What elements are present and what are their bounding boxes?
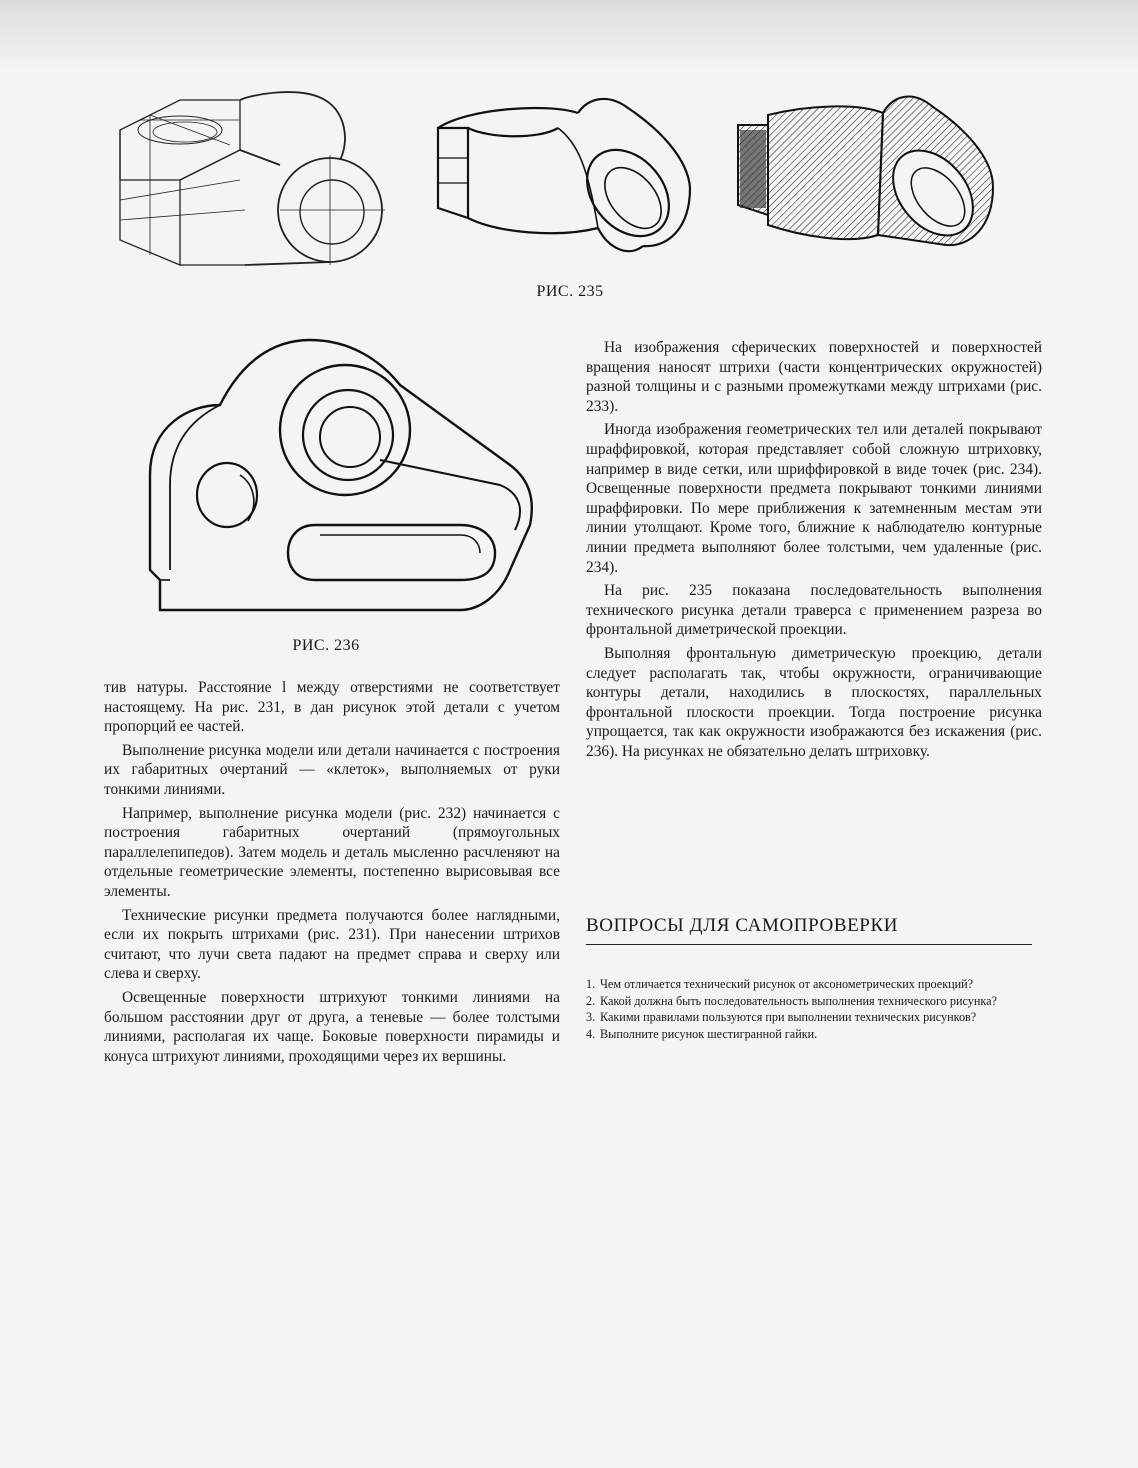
fig235-section-drawing [728,85,1003,265]
paragraph: Освещенные поверхности штрихуют тонкими линиями на большом расстоянии друг от друга, а теневые — более толстыми линиями, располагая их чаще. Боковые поверхности пирамиды и конуса штрихуют линиями, проходящими через их вершины. [104,988,560,1065]
fig236-caption: РИС. 236 [292,637,360,654]
paragraph: На изображения сферических поверхностей и поверхностей вращения наносят штрихи (части концентрических окружностей) разной толщины и с разными промежутками между штрихами (рис. 233). [586,339,1042,415]
fig236-frontal-dimetric-drawing [130,325,550,620]
section-heading: ВОПРОСЫ ДЛЯ САМОПРОВЕРКИ [586,915,899,936]
paragraph: Выполнение рисунка модели или детали начинается с построения их габаритных очертаний — «клеток», выполняемых от руки тонкими линиями. [104,741,560,798]
paragraph: Например, выполнение рисунка модели (рис. 232) начинается с построения габаритных очертаний (прямоугольных параллелепипедов). Затем модель и деталь мысленно расчленяют на отдельные геометрические элементы, постепенно вырисовывая все элементы. [104,804,560,900]
question-text: Какими правилами пользуются при выполнении технических рисунков? [600,1010,977,1024]
question-number: 2. [586,993,596,1008]
question-list [586,977,1026,1043]
scan-shadow [0,0,1138,70]
question-number: 4. [586,1026,596,1041]
question-text: Какой должна быть последовательность выполнения технического рисунка? [600,993,997,1008]
left-text-column [104,678,560,1070]
right-text-column [586,338,1042,765]
heading-divider [586,944,1032,945]
list-item [586,1010,1026,1025]
paragraph: Иногда изображения геометрических тел или деталей покрывают шраффировкой, которая представляет собой сложную штриховку, например в виде сетки, или шриффировкой в виде точек (рис. 234). Освещенные поверхности предмета покрывают тонкими линиями шраффировки. По мере приближения к затемненным местам эти линии утолщают. Кроме того, ближние к наблюдателю контурные линии предмета выполняют более толстыми, чем удаленные (рис. 234). [586,421,1042,576]
paragraph: тив натуры. Расстояние l между отверстиями не соответствует настоящему. На рис. 231, в дан рисунок этой детали с учетом пропорций ее частей. [104,679,560,736]
paragraph: Выполняя фронтальную диметрическую проекцию, детали следует располагать так, чтобы окружности, ограничивающие контуры детали, находились в плоскостях, параллельных фронтальной плоскости проекции. Тогда построение рисунка упрощается, так как окружности изображаются без искажения (рис. 236). На рисунках не обязательно делать штриховку. [586,644,1042,760]
question-number: 1. [586,977,596,991]
paragraph: На рис. 235 показана последовательность выполнения технического рисунка детали траверса с применением разреза во фронтальной диметрической проекции. [586,582,1042,639]
fig235-construction-sketch [100,90,400,270]
question-text: Выполните рисунок шестигранной гайки. [600,1026,818,1041]
fig235-outline-drawing [428,88,700,268]
list-item [586,1027,1026,1042]
list-item [586,977,1026,992]
question-number: 3. [586,1010,596,1024]
list-item [586,994,1026,1009]
fig235-caption: РИС. 235 [536,283,604,300]
question-text: Чем отличается технический рисунок от аксонометрических проекций? [600,977,974,991]
paragraph: Технические рисунки предмета получаются более наглядными, если их покрыть штрихами (рис. 231). При нанесении штрихов считают, что лучи света падают на предмет справа и сверху или слева и сверху. [104,906,560,983]
